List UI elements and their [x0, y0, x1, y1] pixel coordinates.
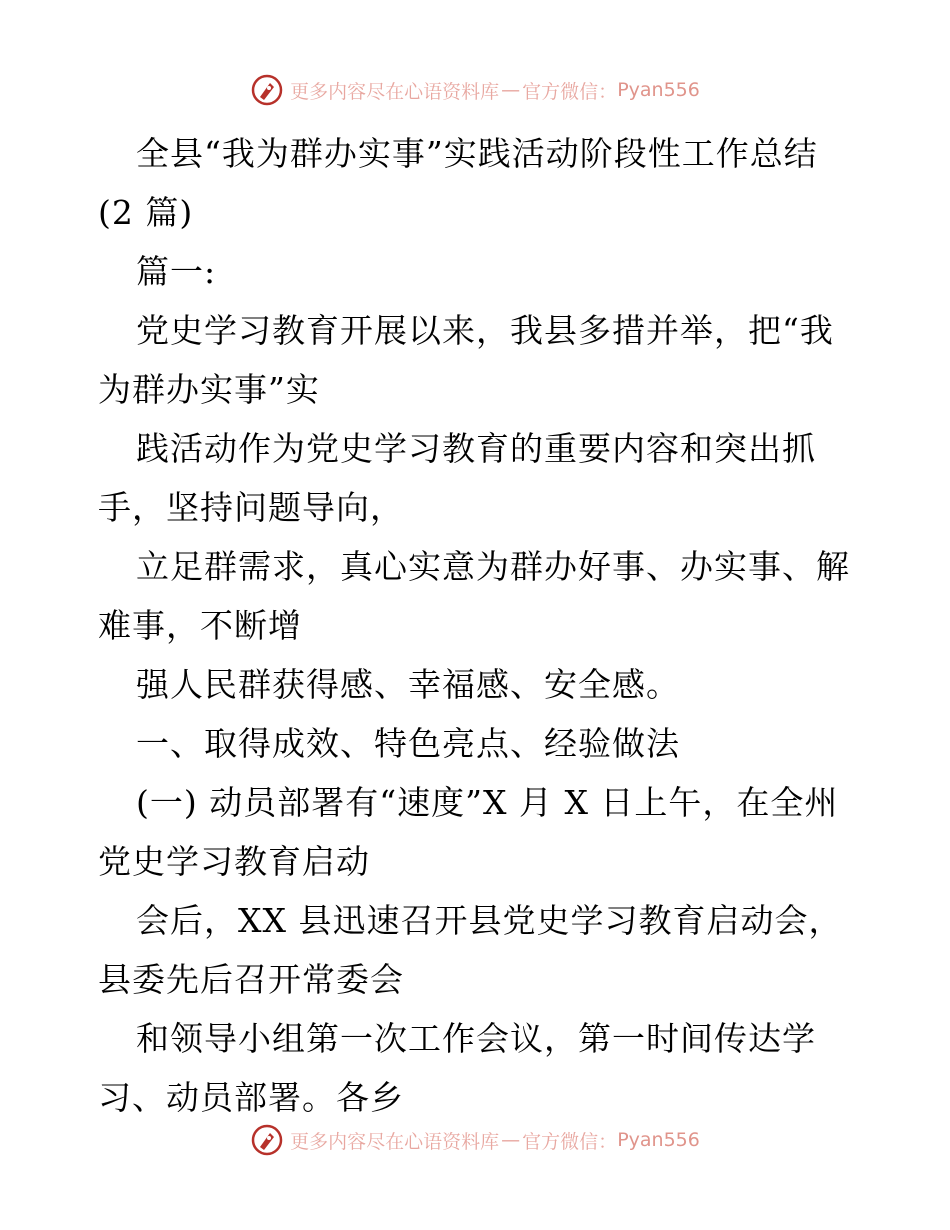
text-line: 立足群需求，真心实意为群办好事、办实事、解 [136, 547, 850, 586]
text-line: 手，坚持问题导向， [98, 488, 404, 527]
text-line: 一、取得成效、特色亮点、经验做法 [136, 724, 680, 763]
text-line: 全县“我为群办实事”实践活动阶段性工作总结 [136, 134, 818, 173]
text-line: 党史学习教育启动 [98, 842, 370, 881]
watermark-separator: — [501, 1129, 521, 1151]
watermark-brand: 更多内容尽在心语资料库 [290, 1130, 500, 1153]
text-line: (一) 动员部署有“速度”X 月 X 日上午，在全州 [136, 783, 839, 822]
watermark-id: Pyan556 [617, 79, 700, 101]
header-watermark [0, 70, 950, 110]
watermark-separator: — [501, 79, 521, 101]
text-line: 党史学习教育开展以来，我县多措并举，把“我 [136, 311, 834, 350]
text-line: 篇一: [136, 252, 217, 291]
footer-watermark [0, 1120, 950, 1160]
text-line: 难事，不断增 [98, 606, 302, 645]
document-body [98, 124, 858, 1127]
watermark-label: 官方微信： [522, 1130, 618, 1153]
watermark-brand: 更多内容尽在心语资料库 [290, 80, 500, 103]
text-line: (2 篇) [98, 193, 194, 232]
watermark-label: 官方微信： [522, 80, 618, 103]
text-line: 县委先后召开常委会 [98, 960, 404, 999]
text-line: 习、动员部署。各乡 [98, 1078, 404, 1117]
text-line: 为群办实事”实 [98, 370, 320, 409]
text-line: 践活动作为党史学习教育的重要内容和突出抓 [136, 429, 816, 468]
pen-nib-logo-icon [250, 73, 284, 107]
pen-nib-logo-icon [250, 1123, 284, 1157]
watermark-id: Pyan556 [617, 1129, 700, 1151]
text-line: 会后，XX 县迅速召开县党史学习教育启动会， [136, 901, 843, 940]
text-line: 和领导小组第一次工作会议，第一时间传达学 [136, 1019, 816, 1058]
text-line: 强人民群获得感、幸福感、安全感。 [136, 665, 680, 704]
